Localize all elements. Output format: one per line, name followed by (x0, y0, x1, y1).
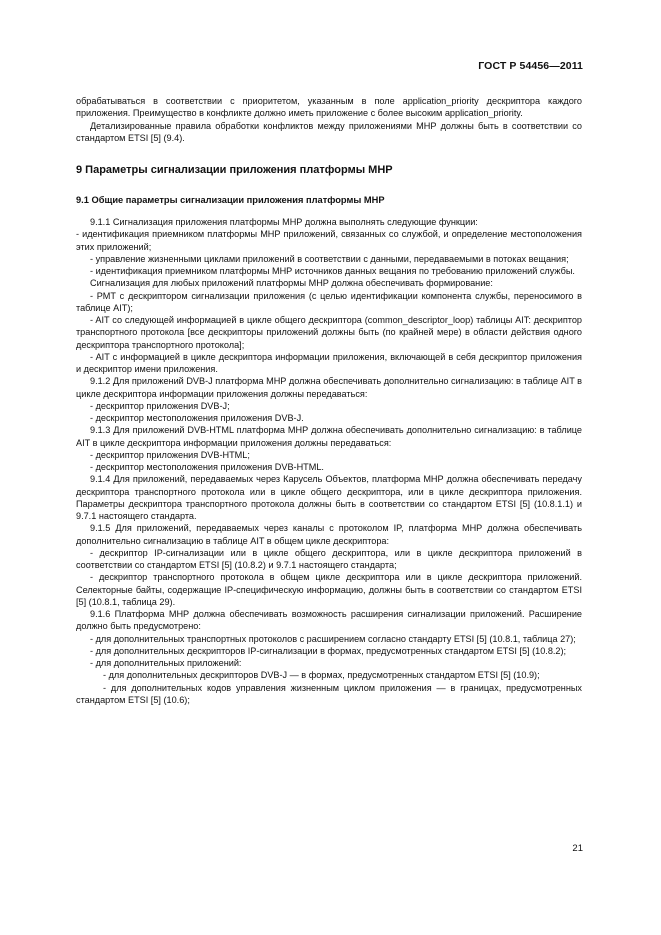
nested-list-item: - для дополнительных дескрипторов DVB-J — в формах, предусмотренных стандартом ETSI [5] (10.9); (103, 670, 540, 681)
paragraph: 9.1.2 Для приложений DVB-J платформа МНР должна обеспечивать дополнительно сигнализацию: в таблице AIT в цикле дескриптора информации приложения должны передаваться: (76, 376, 582, 399)
list-item: - дескриптор приложения DVB-J; (90, 400, 230, 411)
subsection-heading: 9.1 Общие параметры сигнализации приложения платформы МНР (76, 195, 385, 205)
list-item: - для дополнительных приложений: (90, 658, 242, 668)
list-item: - идентификация приемником платформы МНР источников данных вещания по требованию приложений службы. (90, 266, 575, 276)
list-item: - дескриптор местоположения приложения DVB-J. (90, 413, 304, 423)
intro-paragraph: обрабатываться в соответствии с приоритетом, указанным в поле application_priority дескриптора каждого приложения. Преимущество в конфликте должно иметь приложение с более высоким application_priority. (76, 96, 582, 119)
list-item: - дескриптор местоположения приложения DVB-HTML. (90, 462, 324, 472)
paragraph: Сигнализация для любых приложений платформы МНР должна обеспечивать формирование: (90, 278, 493, 289)
page-body (76, 95, 582, 706)
page-number: 21 (572, 843, 583, 854)
paragraph: 9.1.3 Для приложений DVB-HTML платформа МНР должна обеспечивать дополнительно сигнализацию: в таблице AIT в цикле дескриптора информации приложения должны передаваться: (76, 425, 582, 448)
paragraph: 9.1.5 Для приложений, передаваемых через каналы с протоколом IP, платформа МНР должна обеспечивать дополнительно сигнализацию в таблице AIT в общем цикле дескриптора: (76, 523, 582, 546)
list-item: - дескриптор IP-сигнализации или в цикле общего дескриптора, или в цикле дескриптора приложений в соответствии со стандартом ETSI [5] (10.8.2) и 9.7.1 настоящего стандарта; (76, 547, 582, 570)
list-item: - AIT с информацией в цикле дескриптора информации приложения, включающей в себя дескриптор приложения и дескриптор имени приложения. (76, 351, 582, 374)
list-item: - AIT со следующей информацией в цикле общего дескриптора (common_descriptor_loop) таблицы AIT: дескриптор транспортного протокола [все дескрипторы приложений должны быть (по крайней мере) в области действия одного дескриптора транспортного протокола]; (76, 315, 582, 350)
list-item: - дескриптор приложения DVB-HTML; (90, 449, 250, 460)
list-item: - идентификация приемником платформы МНР приложений, связанных со службой, и определение местоположения этих приложений; (76, 229, 582, 252)
paragraph: 9.1.6 Платформа МНР должна обеспечивать возможность расширения сигнализации приложений. Расширение должно быть предусмотрено: (76, 609, 582, 632)
list-item: - дескриптор транспортного протокола в общем цикле дескриптора или в цикле дескриптора приложений. Селекторные байты, содержащие IP-специфическую информацию, должны быть в соответствии со стандартом ETSI [5] (10.8.1, таблица 29). (76, 572, 582, 607)
intro-paragraph: Детализированные правила обработки конфликтов между приложениями МНР должны быть в соответствии со стандартом ETSI [5] (9.4). (76, 120, 582, 143)
section-heading: 9 Параметры сигнализации приложения платформы МНР (76, 164, 393, 176)
list-item: - для дополнительных транспортных протоколов с расширением согласно стандарту ETSI [5] (10.8.1, таблица 27); (90, 633, 576, 644)
list-item: - РМТ с дескриптором сигнализации приложения (с целью идентификации компонента службы, переносимого в таблице AIT); (76, 290, 582, 313)
paragraph: 9.1.1 Сигнализация приложения платформы МНР должна выполнять следующие функции: (90, 217, 478, 227)
list-item: - управление жизненными циклами приложений в соответствии с данными, передаваемыми в потоках вещания; (90, 253, 569, 264)
paragraph: 9.1.4 Для приложений, передаваемых через Карусель Объектов, платформа МНР должна обеспечивать передачу дескриптора транспортного протокола или в цикле общего дескриптора, или в цикле дескриптора приложения. Параметры дескриптора транспортного протокола должны быть в соответствии со стандартом ETSI [5] (10.8.1.1) и 9.7.1 настоящего стандарта. (76, 474, 582, 521)
nested-list-item: - для дополнительных кодов управления жизненным циклом приложения — в границах, предусмотренных стандартом ETSI [5] (10.6); (76, 682, 582, 705)
document-header-gost-id: ГОСТ Р 54456—2011 (478, 60, 583, 72)
list-item: - для дополнительных дескрипторов IP-сигнализации в формах, предусмотренных стандартом ETSI [5] (10.8.2); (90, 645, 567, 656)
